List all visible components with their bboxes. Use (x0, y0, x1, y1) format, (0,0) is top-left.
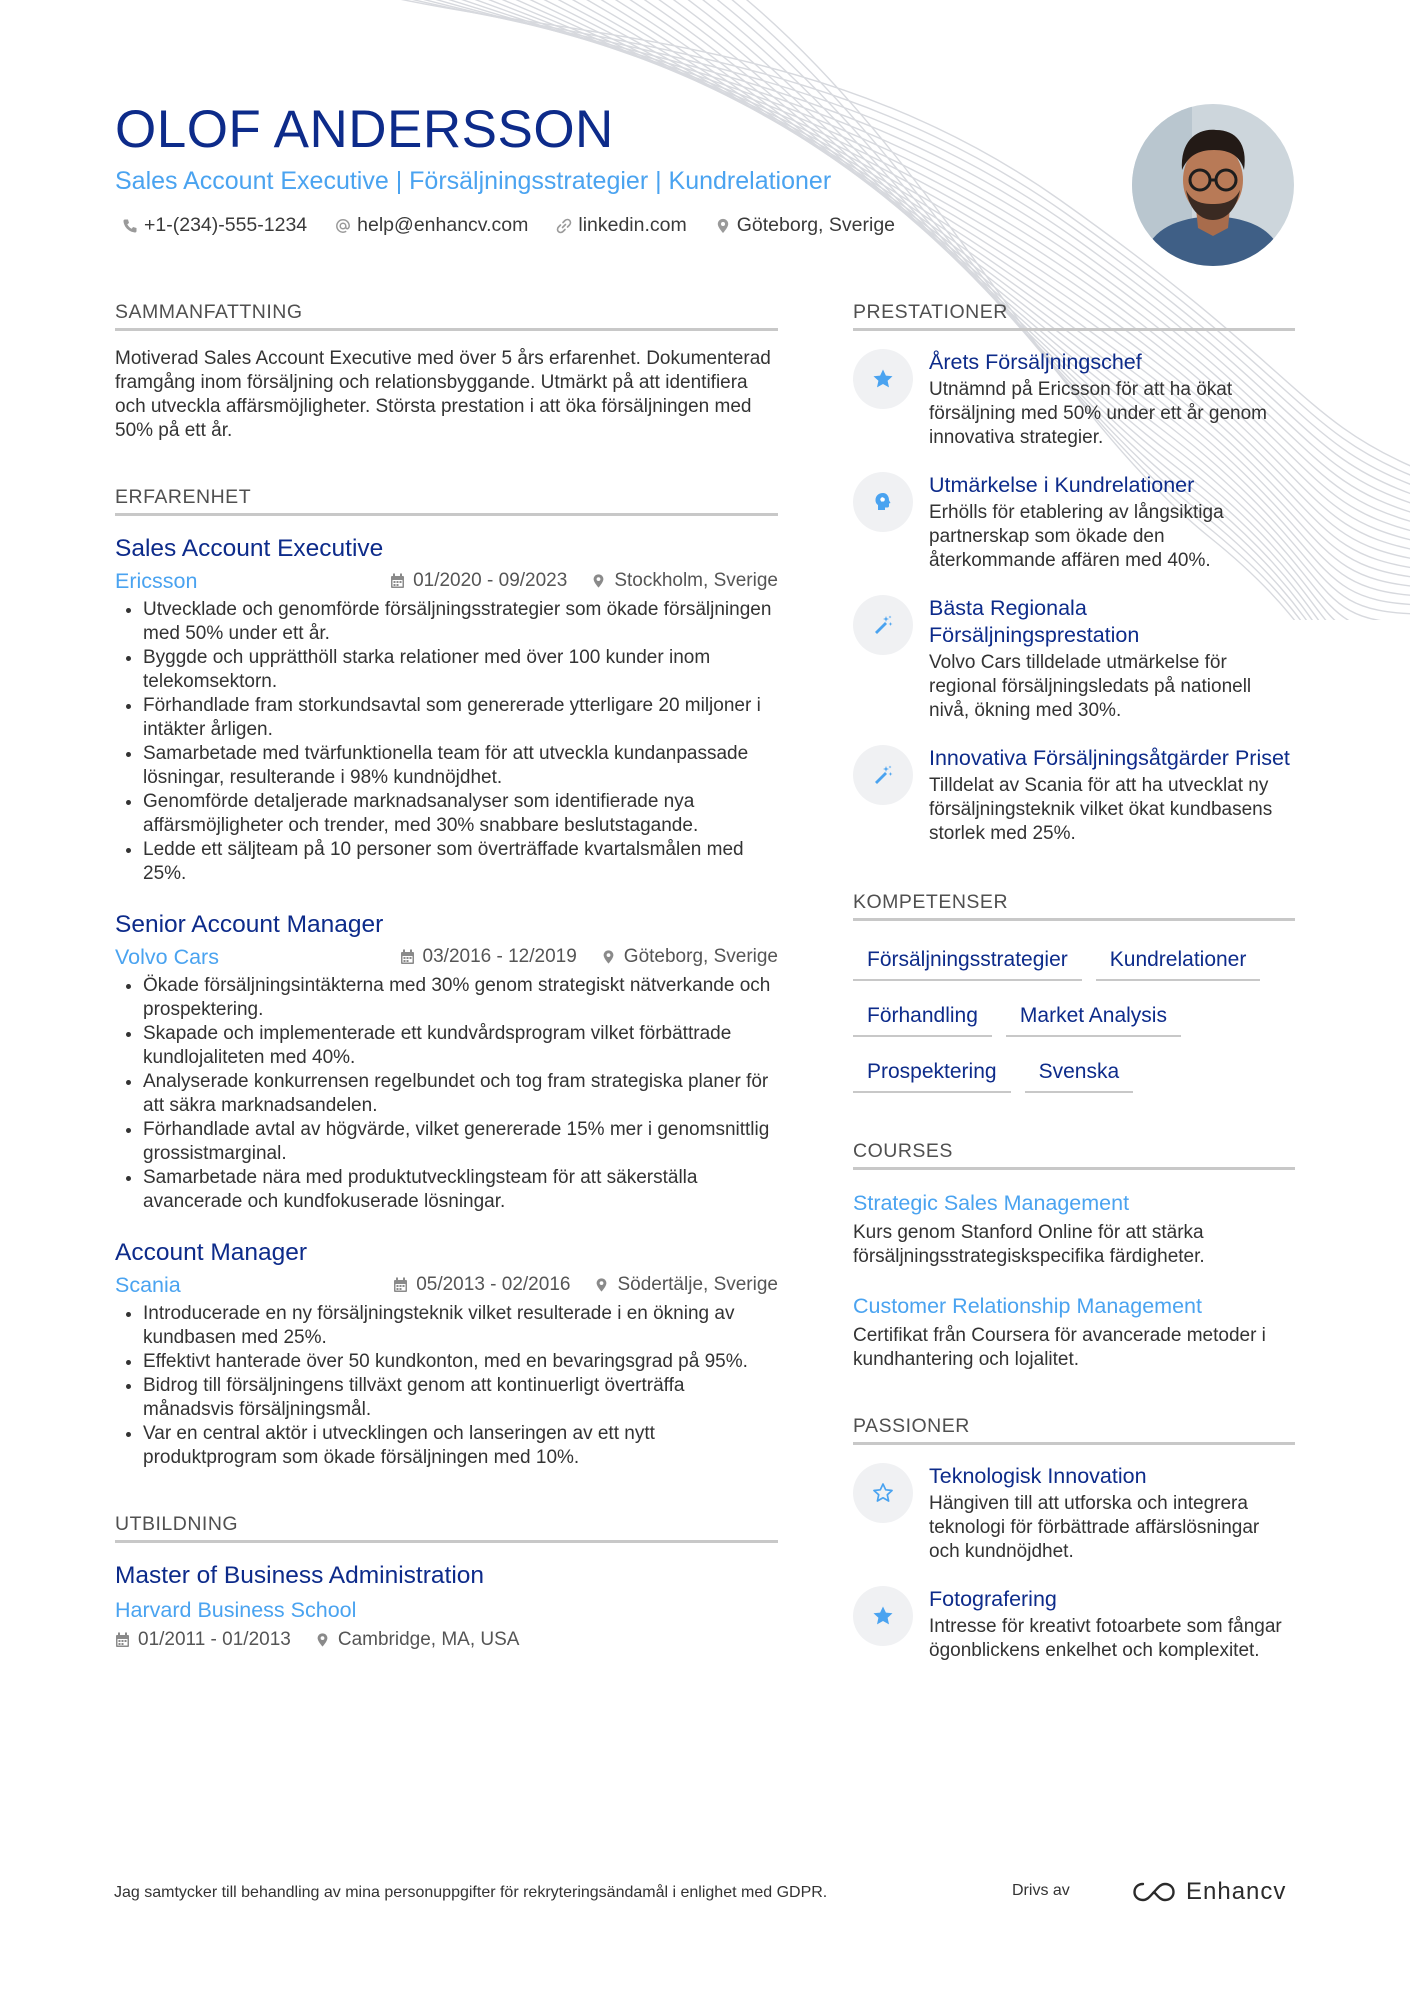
course-title: Strategic Sales Management (853, 1191, 1130, 1215)
achievement-desc: Utnämnd på Ericsson för att ha ökat försäljning med 50% under ett år genom innovativa strategier. (929, 379, 1267, 448)
achievement-desc: Tilldelat av Scania för att ha utvecklat ny försäljningsteknik vilket ökat kundbasens storlek med 25%. (929, 775, 1273, 844)
skill-tag: Prospektering (853, 1055, 1011, 1093)
section-title-passions: PASSIONER (853, 1414, 1295, 1445)
section-title-education: UTBILDNING (115, 1512, 778, 1543)
bullet-item: • Samarbetade nära med produktutvecklingsteam för att säkerställa avancerade och kundfokuserade lösningar. (143, 1166, 778, 1214)
section-title-experience: ERFARENHET (115, 485, 778, 516)
achievement-desc: Erhölls för etablering av långsiktiga partnerskap som ökade den återkommande affären med 40%. (929, 502, 1224, 571)
bullet-item: • Ledde ett säljteam på 10 personer som överträffade kvartalsmålen med 25%. (143, 838, 778, 886)
summary-text: Motiverad Sales Account Executive med över 5 års erfarenhet. Dokumenterad framgång inom försäljning och relationsbyggande. Utmärkt på att identifiera och utveckla affärsmöjligheter. Största prestation i att öka försäljningen med 50% på ett år. (115, 348, 771, 441)
skill-tag: Förhandling (853, 999, 992, 1037)
job-dates: 03/2016 - 12/2019 (400, 946, 577, 968)
avatar-portrait (1132, 104, 1294, 266)
section-title-summary: SAMMANFATTNING (115, 300, 778, 331)
powered-by-label: Drivs av (1012, 1882, 1070, 1899)
contact-email-text: help@enhancv.com (357, 214, 529, 236)
bullet-item: • Ökade försäljningsintäkterna med 30% genom strategiskt nätverkande och prospektering. (143, 974, 778, 1022)
star-icon (871, 367, 895, 391)
phone-icon (122, 218, 138, 234)
contact-location-text: Göteborg, Sverige (736, 214, 896, 236)
bullet-item: • Skapade och implementerade ett kundvårdsprogram vilket förbättrade kundlojaliteten med 40%. (143, 1022, 778, 1070)
calendar-icon (390, 573, 405, 589)
experience-entry (115, 910, 778, 1214)
achievement-desc: Volvo Cars tilldelade utmärkelse för regional försäljningsledats på nationell nivå, ökning med 30%. (929, 652, 1252, 721)
company-name: Ericsson (115, 569, 198, 593)
experience-entry (115, 534, 778, 886)
star-icon (871, 1604, 895, 1628)
company-name: Scania (115, 1273, 181, 1297)
section-title-courses: COURSES (853, 1139, 1295, 1170)
education-degree: Master of Business Administration (115, 1562, 485, 1589)
course-title: Customer Relationship Management (853, 1294, 1202, 1318)
bullet-item: • Förhandlade avtal av högvärde, vilket genererade 15% mer i genomsnittlig grossistmarginal. (143, 1118, 778, 1166)
contact-bar (122, 214, 895, 237)
job-location: Stockholm, Sverige (591, 570, 778, 592)
achievement-title: Innovativa Försäljningsåtgärder Priset (929, 746, 1290, 770)
bullet-item: • Bidrog till försäljningens tillväxt genom att kontinuerligt överträffa månadsvis försäljningsmål. (143, 1374, 778, 1422)
education-location: Cambridge, MA, USA (315, 1629, 520, 1651)
magic-wand-icon (871, 613, 895, 637)
job-title: Sales Account Executive (115, 535, 384, 562)
passion-title: Fotografering (929, 1587, 1057, 1611)
achievement-title: Årets Försäljningschef (929, 350, 1142, 374)
contact-linkedin[interactable] (556, 214, 686, 237)
job-title: Senior Account Manager (115, 911, 384, 938)
skill-tag: Försäljningsstrategier (853, 943, 1082, 981)
magic-wand-icon (871, 763, 895, 787)
bullet-item: • Var en central aktör i utvecklingen och lanseringen av ett nytt produktprogram som ökade försäljningen med 10%. (143, 1422, 778, 1470)
education-dates: 01/2011 - 01/2013 (115, 1629, 291, 1651)
education-school: Harvard Business School (115, 1598, 357, 1622)
achievement-item (853, 595, 1295, 723)
bullet-item: • Utvecklade och genomförde försäljningsstrategier som ökade försäljningen med 50% under ett år. (143, 598, 778, 646)
location-icon (715, 218, 731, 234)
left-column (115, 300, 778, 1651)
section-title-skills: KOMPETENSER (853, 890, 1295, 921)
passion-desc: Intresse för kreativt fotoarbete som fångar ögonblickens enkelhet och komplexitet. (929, 1616, 1282, 1661)
calendar-icon (115, 1632, 130, 1648)
job-dates: 05/2013 - 02/2016 (393, 1274, 570, 1296)
location-icon (601, 949, 616, 965)
star-outline-icon (871, 1481, 895, 1505)
skills-list (853, 943, 1295, 1093)
bullet-item: • Genomförde detaljerade marknadsanalyser som identifierade nya affärsmöjligheter och trender, med 30% snabbare beslutstagande. (143, 790, 778, 838)
job-title: Account Manager (115, 1239, 308, 1266)
passion-title: Teknologisk Innovation (929, 1464, 1147, 1488)
skill-tag: Svenska (1025, 1055, 1134, 1093)
bullet-item: • Analyserade konkurrensen regelbundet och tog fram strategiska planer för att säkra marknadsandelen. (143, 1070, 778, 1118)
job-location: Göteborg, Sverige (601, 946, 778, 968)
gdpr-consent: Jag samtycker till behandling av mina personuppgifter för rekryteringsändamål i enlighet med GDPR. (114, 1884, 828, 1901)
infinity-logo-icon (1132, 1881, 1176, 1903)
calendar-icon (393, 1277, 408, 1293)
skill-tag: Market Analysis (1006, 999, 1181, 1037)
job-bullets (115, 974, 778, 1214)
achievement-item (853, 745, 1295, 846)
passion-desc: Hängiven till att utforska och integrera teknologi för förbättrade affärslösningar och kundnöjdhet. (929, 1493, 1260, 1562)
company-name: Volvo Cars (115, 945, 219, 969)
achievement-title: Utmärkelse i Kundrelationer (929, 473, 1195, 497)
contact-phone[interactable] (122, 214, 307, 237)
at-icon (335, 218, 351, 234)
location-icon (591, 573, 606, 589)
experience-entry (115, 1238, 778, 1470)
contact-phone-text: +1-(234)-555-1234 (144, 214, 308, 236)
location-icon (315, 1632, 330, 1648)
bullet-item: • Samarbetade med tvärfunktionella team för att utveckla kundanpassade lösningar, resulterande i 98% kundnöjdhet. (143, 742, 778, 790)
bullet-item: • Effektivt hanterade över 50 kundkonton, med en bevaringsgrad på 95%. (143, 1350, 778, 1374)
bullet-item: • Introducerade en ny försäljningsteknik vilket resulterade i en ökning av kundbasen med 25%. (143, 1302, 778, 1350)
contact-linkedin-text: linkedin.com (578, 214, 687, 236)
achievement-item (853, 349, 1295, 450)
contact-location (715, 214, 895, 237)
profile-photo (1132, 104, 1294, 266)
brain-icon (871, 490, 895, 514)
right-column (853, 300, 1295, 1663)
job-location: Södertälje, Sverige (594, 1274, 778, 1296)
course-desc: Certifikat från Coursera för avancerade metoder i kundhantering och lojalitet. (853, 1325, 1266, 1370)
job-dates: 01/2020 - 09/2023 (390, 570, 567, 592)
calendar-icon (400, 949, 415, 965)
bullet-item: • Förhandlade fram storkundsavtal som genererade ytterligare 20 miljoner i intäkter årligen. (143, 694, 778, 742)
job-bullets (115, 1302, 778, 1470)
course-desc: Kurs genom Stanford Online för att stärka försäljningsstrategiskspecifika färdigheter. (853, 1222, 1205, 1267)
achievement-title: Bästa Regionala Försäljningsprestation (929, 596, 1140, 647)
location-icon (594, 1277, 609, 1293)
job-bullets (115, 598, 778, 886)
passion-item (853, 1586, 1295, 1663)
contact-email[interactable] (335, 214, 528, 237)
candidate-headline: Sales Account Executive | Försäljningsstrategier | Kundrelationer (115, 167, 832, 195)
skill-tag: Kundrelationer (1096, 943, 1261, 981)
link-icon (556, 218, 572, 234)
section-title-achievements: PRESTATIONER (853, 300, 1295, 331)
passion-item (853, 1463, 1295, 1564)
enhancv-logo[interactable] (1132, 1878, 1286, 1906)
brand-name: Enhancv (1186, 1878, 1287, 1905)
candidate-name: OLOF ANDERSSON (115, 100, 614, 159)
achievement-item (853, 472, 1295, 573)
bullet-item: • Byggde och upprätthöll starka relationer med över 100 kunder inom telekomsektorn. (143, 646, 778, 694)
